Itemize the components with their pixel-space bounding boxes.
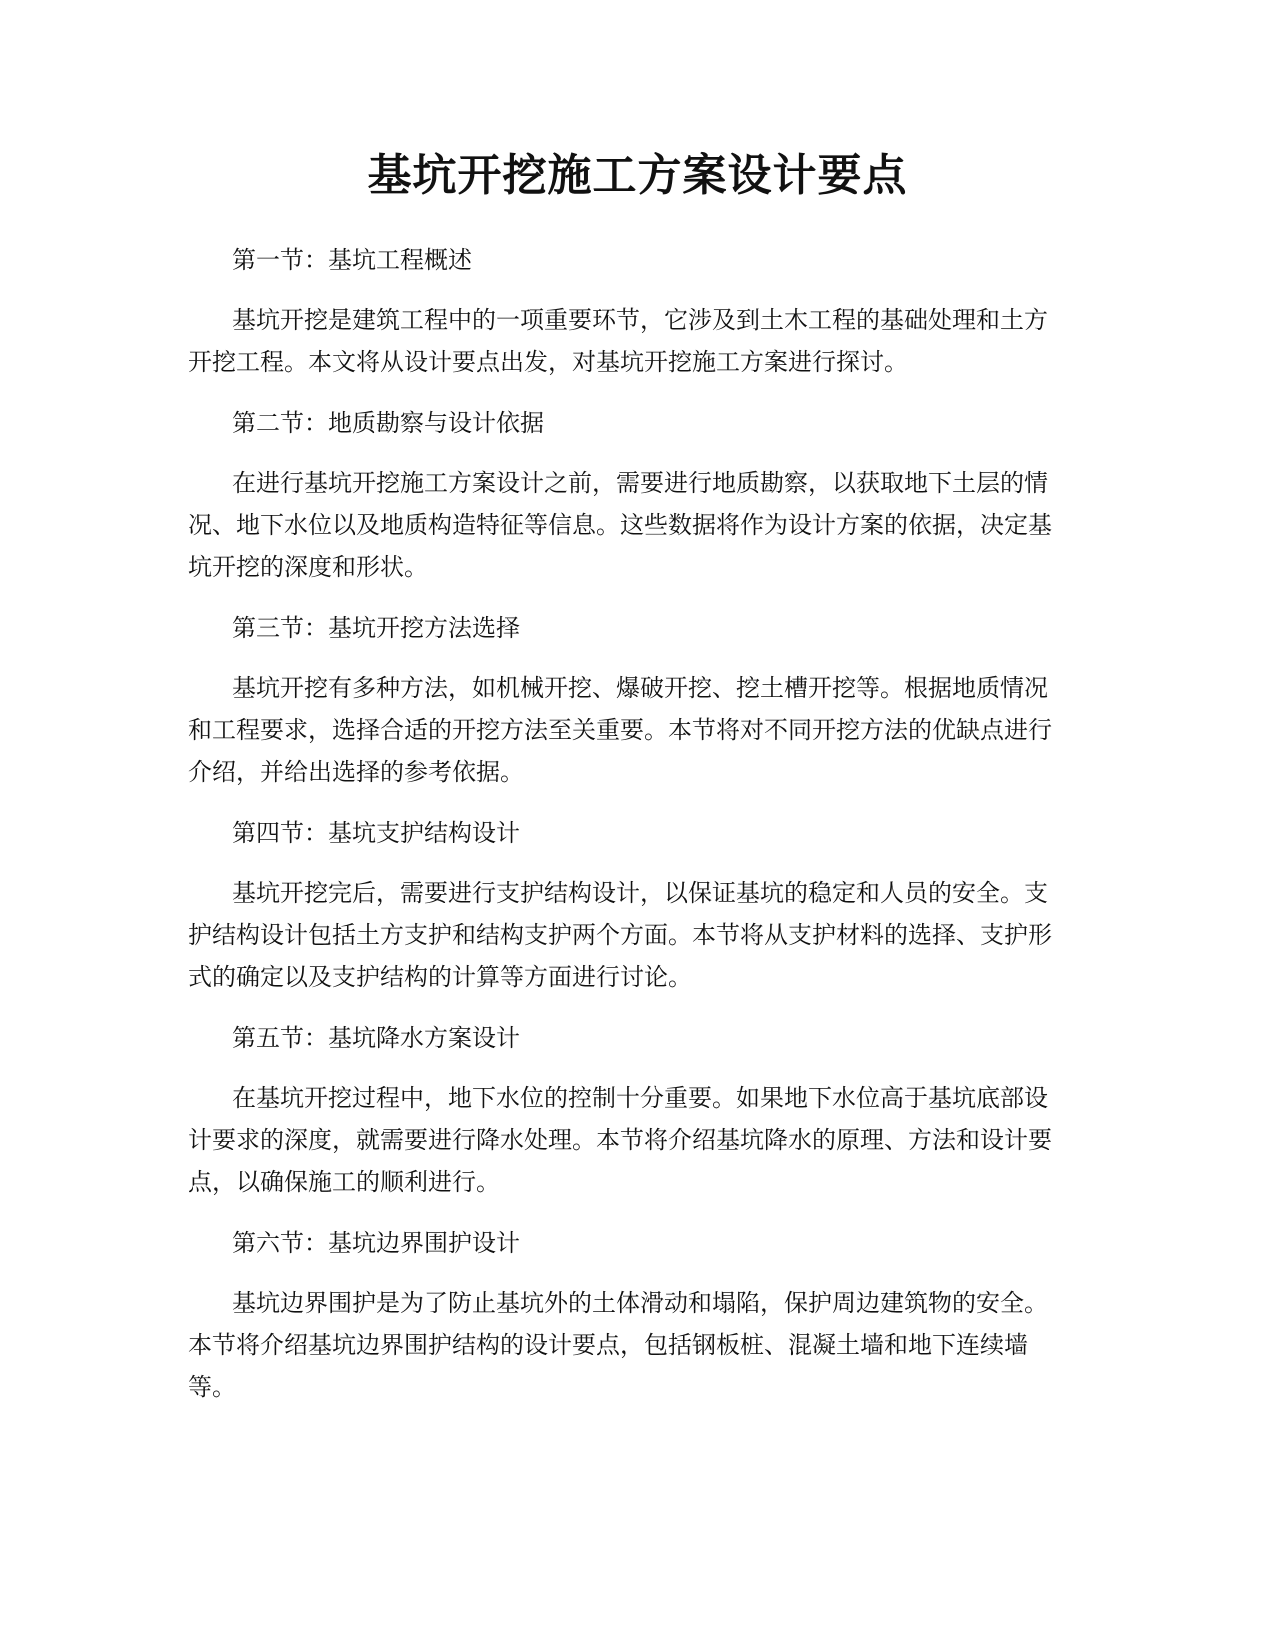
paragraph-line: 护结构设计包括土方支护和结构支护两个方面。本节将从支护材料的选择、支护形 [188,921,1052,949]
paragraph-line: 基坑边界围护是为了防止基坑外的土体滑动和塌陷，保护周边建筑物的安全。 [232,1289,1048,1317]
section-heading-5: 第五节：基坑降水方案设计 [232,1024,520,1052]
paragraph-line: 点，以确保施工的顺利进行。 [188,1168,500,1196]
paragraph-line: 等。 [188,1373,236,1401]
section-paragraph-1 [188,299,1088,383]
paragraph-line: 基坑开挖完后，需要进行支护结构设计，以保证基坑的稳定和人员的安全。支 [232,879,1048,907]
paragraph-line: 开挖工程。本文将从设计要点出发，对基坑开挖施工方案进行探讨。 [188,348,908,376]
section-heading-6: 第六节：基坑边界围护设计 [232,1229,520,1257]
paragraph-line: 基坑开挖是建筑工程中的一项重要环节，它涉及到土木工程的基础处理和土方 [232,306,1048,334]
paragraph-line: 计要求的深度，就需要进行降水处理。本节将介绍基坑降水的原理、方法和设计要 [188,1126,1052,1154]
section-heading-4: 第四节：基坑支护结构设计 [232,819,520,847]
section-paragraph-2 [188,462,1088,588]
paragraph-line: 基坑开挖有多种方法，如机械开挖、爆破开挖、挖土槽开挖等。根据地质情况 [232,674,1048,702]
document-title: 基坑开挖施工方案设计要点 [367,150,908,201]
paragraph-line: 和工程要求，选择合适的开挖方法至关重要。本节将对不同开挖方法的优缺点进行 [188,716,1052,744]
paragraph-line: 式的确定以及支护结构的计算等方面进行讨论。 [188,963,692,991]
section-heading-3: 第三节：基坑开挖方法选择 [232,614,520,642]
section-paragraph-6 [188,1282,1088,1408]
paragraph-line: 本节将介绍基坑边界围护结构的设计要点，包括钢板桩、混凝土墙和地下连续墙 [188,1331,1028,1359]
section-paragraph-3 [188,667,1088,793]
paragraph-line: 在基坑开挖过程中，地下水位的控制十分重要。如果地下水位高于基坑底部设 [232,1084,1048,1112]
paragraph-line: 坑开挖的深度和形状。 [188,553,428,581]
paragraph-line: 在进行基坑开挖施工方案设计之前，需要进行地质勘察，以获取地下土层的情 [232,469,1048,497]
document-body [188,243,1088,1431]
section-paragraph-4 [188,872,1088,998]
paragraph-line: 介绍，并给出选择的参考依据。 [188,758,524,786]
section-paragraph-5 [188,1077,1088,1203]
paragraph-line: 况、地下水位以及地质构造特征等信息。这些数据将作为设计方案的依据，决定基 [188,511,1052,539]
section-heading-1: 第一节：基坑工程概述 [232,246,472,274]
section-heading-2: 第二节：地质勘察与设计依据 [232,409,544,437]
